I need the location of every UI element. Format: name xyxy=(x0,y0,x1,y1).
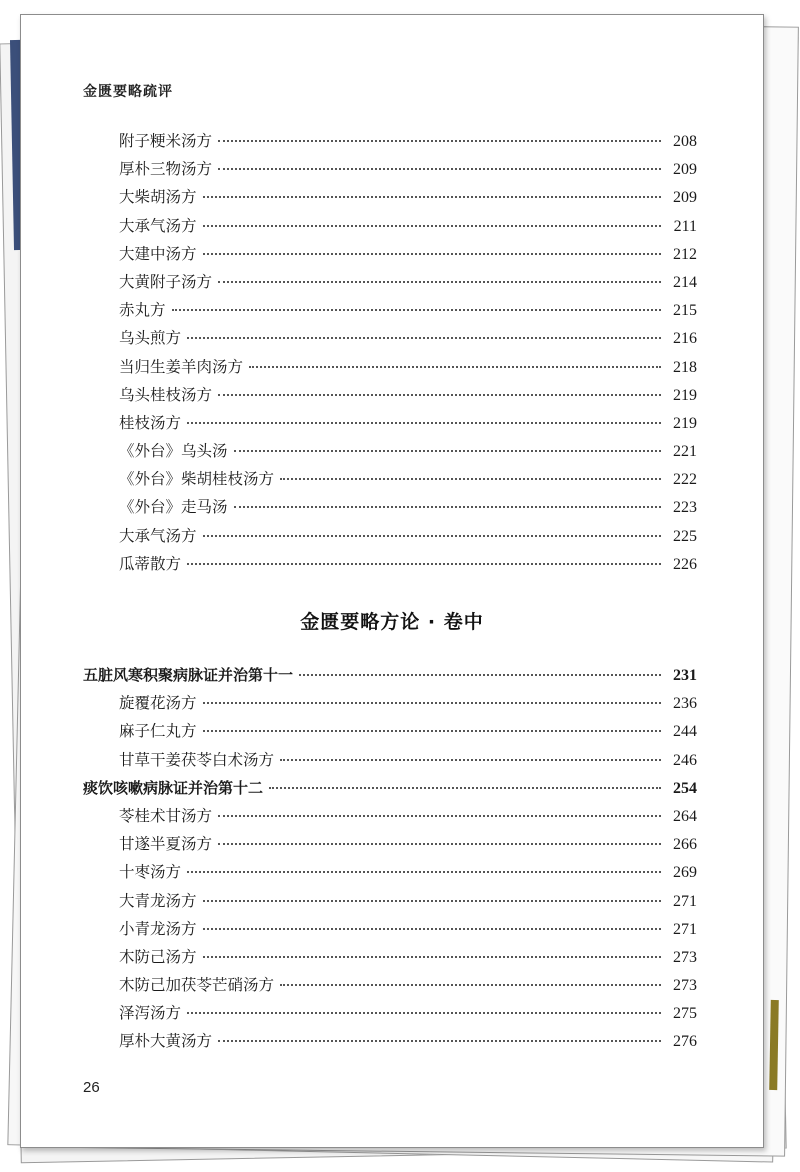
toc-entry-row xyxy=(83,183,697,211)
toc-entry-row xyxy=(83,1027,697,1055)
dot-leader xyxy=(203,252,661,255)
toc-entry-row xyxy=(83,915,697,943)
toc-list-lower xyxy=(83,661,697,1056)
document-page xyxy=(20,14,764,1148)
page-ref: 223 xyxy=(673,499,697,517)
dot-leader xyxy=(187,336,661,339)
page-ref: 225 xyxy=(673,527,697,545)
entry-title: 十枣汤方 xyxy=(119,863,182,882)
page-ref: 271 xyxy=(673,920,697,938)
dot-leader xyxy=(203,195,661,198)
chapter-title: 痰饮咳嗽病脉证并治第十二 xyxy=(83,778,264,797)
dot-leader xyxy=(234,449,661,452)
dot-leader xyxy=(299,673,661,676)
page-ref: 236 xyxy=(673,695,697,713)
toc-entry-row xyxy=(83,887,697,915)
page-ref: 216 xyxy=(673,330,697,348)
toc-entry-row xyxy=(83,830,697,858)
toc-entry-row xyxy=(83,240,697,268)
toc-entry-row xyxy=(83,437,697,465)
page-ref: 246 xyxy=(673,751,697,769)
entry-title: 大青龙汤方 xyxy=(119,891,197,910)
page-ref: 208 xyxy=(673,133,697,150)
page-number: 26 xyxy=(83,1079,100,1096)
page-ref: 273 xyxy=(673,948,697,966)
dot-leader xyxy=(218,393,661,396)
dot-leader xyxy=(249,365,661,368)
page-ref: 221 xyxy=(673,443,697,461)
toc-entry-row xyxy=(83,409,697,437)
dot-leader xyxy=(203,701,661,704)
entry-title: 《外台》走马汤 xyxy=(119,498,228,517)
entry-title: 泽泻汤方 xyxy=(119,1004,182,1023)
entry-title: 厚朴三物汤方 xyxy=(119,160,213,179)
toc-entry-row xyxy=(83,268,697,296)
toc-entry-row xyxy=(83,717,697,745)
page-ref: 269 xyxy=(673,864,697,882)
page-ref: 226 xyxy=(673,555,697,573)
dot-leader xyxy=(218,1039,661,1042)
toc-entry-row xyxy=(83,522,697,550)
dot-leader xyxy=(269,786,661,789)
entry-title: 麻子仁丸方 xyxy=(119,722,197,741)
page-ref: 264 xyxy=(673,807,697,825)
dot-leader xyxy=(280,477,661,480)
dot-leader xyxy=(203,224,661,227)
entry-title: 大柴胡汤方 xyxy=(119,188,197,207)
dot-leader xyxy=(218,814,661,817)
page-ref: 212 xyxy=(673,245,697,263)
toc-entry-row xyxy=(83,324,697,352)
toc-entry-row xyxy=(83,465,697,493)
toc-entry-row xyxy=(83,999,697,1027)
entry-title: 《外台》柴胡桂枝汤方 xyxy=(119,470,275,489)
page-ref: 209 xyxy=(673,189,697,207)
toc-entry-row xyxy=(83,296,697,324)
toc-chapter-row xyxy=(83,661,697,689)
page-ref: 214 xyxy=(673,273,697,291)
entry-title: 小青龙汤方 xyxy=(119,919,197,938)
entry-title: 木防己汤方 xyxy=(119,947,197,966)
entry-title: 大承气汤方 xyxy=(119,216,197,235)
dot-leader xyxy=(187,421,661,424)
entry-title: 大建中汤方 xyxy=(119,244,197,263)
section-heading: 金匮要略方论 · 卷中 xyxy=(300,611,484,633)
toc-entry-row xyxy=(83,689,697,717)
dot-leader xyxy=(203,955,661,958)
dot-leader xyxy=(172,308,661,311)
running-head: 金匮要略疏评 xyxy=(83,84,173,100)
entry-title: 苓桂术甘汤方 xyxy=(119,806,213,825)
entry-title: 大黄附子汤方 xyxy=(119,272,213,291)
toc-entry-row xyxy=(83,155,697,183)
dot-leader xyxy=(187,1011,661,1014)
page-ref: 215 xyxy=(673,302,697,320)
dot-leader xyxy=(218,280,661,283)
page-ref: 209 xyxy=(673,161,697,179)
toc-entry-row xyxy=(83,381,697,409)
dot-leader xyxy=(218,167,661,170)
dot-leader xyxy=(187,562,661,565)
page-ref: 218 xyxy=(673,358,697,376)
dot-leader xyxy=(203,899,661,902)
toc-list-upper xyxy=(83,127,697,578)
chapter-title: 五脏风寒积聚病脉证并治第十一 xyxy=(83,666,294,684)
page-ref: 275 xyxy=(673,1005,697,1023)
entry-title: 木防己加茯苓芒硝汤方 xyxy=(119,976,275,995)
entry-title: 当归生姜羊肉汤方 xyxy=(119,357,244,376)
entry-title: 甘草干姜茯苓白术汤方 xyxy=(119,750,275,769)
toc-entry-row xyxy=(83,550,697,578)
page-ref: 273 xyxy=(673,977,697,995)
page-ref: 219 xyxy=(673,414,697,432)
entry-title: 瓜蒂散方 xyxy=(119,554,182,573)
dot-leader xyxy=(218,139,661,142)
entry-title: 桂枝汤方 xyxy=(119,413,182,432)
page-ref: 254 xyxy=(673,779,697,797)
page-ref: 222 xyxy=(673,471,697,489)
page-ref: 211 xyxy=(673,217,697,235)
dot-leader xyxy=(203,534,661,537)
dot-leader xyxy=(280,983,661,986)
entry-title: 乌头桂枝汤方 xyxy=(119,385,213,404)
toc-entry-row xyxy=(83,746,697,774)
dot-leader xyxy=(203,729,661,732)
page-ref: 276 xyxy=(673,1033,697,1051)
entry-title: 赤丸方 xyxy=(119,301,166,320)
page-ref: 219 xyxy=(673,386,697,404)
entry-title: 《外台》乌头汤 xyxy=(119,442,228,461)
toc-entry-row xyxy=(83,971,697,999)
toc-entry-row xyxy=(83,802,697,830)
entry-title: 大承气汤方 xyxy=(119,526,197,545)
dot-leader xyxy=(234,505,661,508)
entry-title: 厚朴大黄汤方 xyxy=(119,1032,213,1051)
page-ref: 244 xyxy=(673,723,697,741)
dot-leader xyxy=(280,758,661,761)
entry-title: 甘遂半夏汤方 xyxy=(119,835,213,854)
toc-entry-row xyxy=(83,858,697,886)
toc-entry-row xyxy=(83,212,697,240)
entry-title: 旋覆花汤方 xyxy=(119,694,197,713)
dot-leader xyxy=(187,870,661,873)
toc-entry-row xyxy=(83,127,697,155)
cover-edge xyxy=(769,1000,779,1090)
dot-leader xyxy=(218,842,661,845)
entry-title: 乌头煎方 xyxy=(119,329,182,348)
page-ref: 266 xyxy=(673,836,697,854)
toc-entry-row xyxy=(83,943,697,971)
toc-chapter-row xyxy=(83,774,697,802)
entry-title: 附子粳米汤方 xyxy=(119,132,213,150)
toc-entry-row xyxy=(83,493,697,521)
page-ref: 231 xyxy=(673,667,697,684)
toc-entry-row xyxy=(83,353,697,381)
page-ref: 271 xyxy=(673,892,697,910)
dot-leader xyxy=(203,927,661,930)
